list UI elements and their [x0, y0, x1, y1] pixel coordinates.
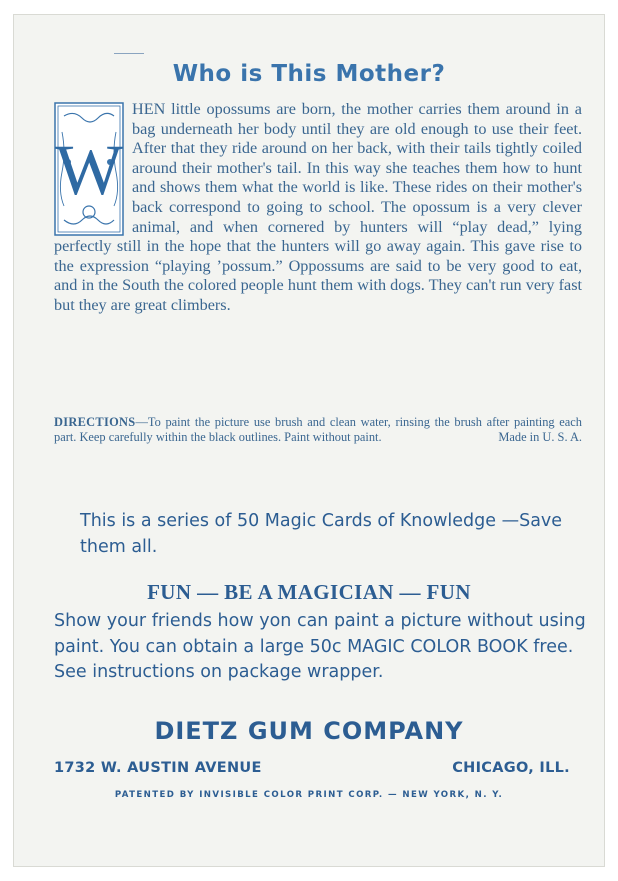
series-text: This is a series of 50 Magic Cards of Knowledge —Save them all.: [80, 511, 563, 557]
ornamental-dropcap: [54, 102, 124, 236]
directions-text: —To paint the picture use brush and clean water, rinsing the brush after painting each part. Keep carefully within the black outlines. Paint without paint.: [54, 415, 582, 444]
street-address: 1732 W. AUSTIN AVENUE: [54, 760, 262, 776]
made-in-label: Made in U. S. A.: [498, 429, 582, 444]
card-title: Who is This Mother?: [172, 61, 446, 87]
directions-label: DIRECTIONS: [54, 415, 136, 429]
trading-card: [13, 14, 605, 867]
city-label: CHICAGO, ILL.: [452, 760, 570, 776]
show-text: Show your friends how yon can paint a picture without using paint. You can obtain a large 50c MAGIC COLOR BOOK free. See instructions on package wrapper.: [54, 611, 586, 682]
ornamental-dropcap-icon: [54, 102, 124, 236]
top-rule: [114, 53, 144, 54]
dropcap-letter: W: [55, 130, 123, 210]
patent-notice: PATENTED BY INVISIBLE COLOR PRINT CORP. — NEW YORK, N. Y.: [114, 790, 504, 800]
directions-block: [54, 415, 582, 445]
company-name: DIETZ GUM COMPANY: [154, 717, 464, 745]
article-body: [54, 100, 582, 316]
fun-heading: FUN — BE A MAGICIAN — FUN: [147, 580, 471, 604]
article-text: HEN little opossums are born, the mother carries them around in a bag underneath her body until they are old enough to use their feet. After that they ride around on her back, with their tails tightly coiled around their mother's tail. In this way she teaches them how to hunt and shows them what the world is like. These rides on their mother's back correspond to going to school. The opossum is a very clever animal, and when cornered by hunters will “play dead,” lying perfectly still in the hope that the hunters will go away again. This gave rise to the expression “playing ’possum.” Oppossums are said to be very good to eat, and in the South the colored people hunt them with dogs. They can't run very fast but they are great climbers.: [54, 100, 582, 314]
